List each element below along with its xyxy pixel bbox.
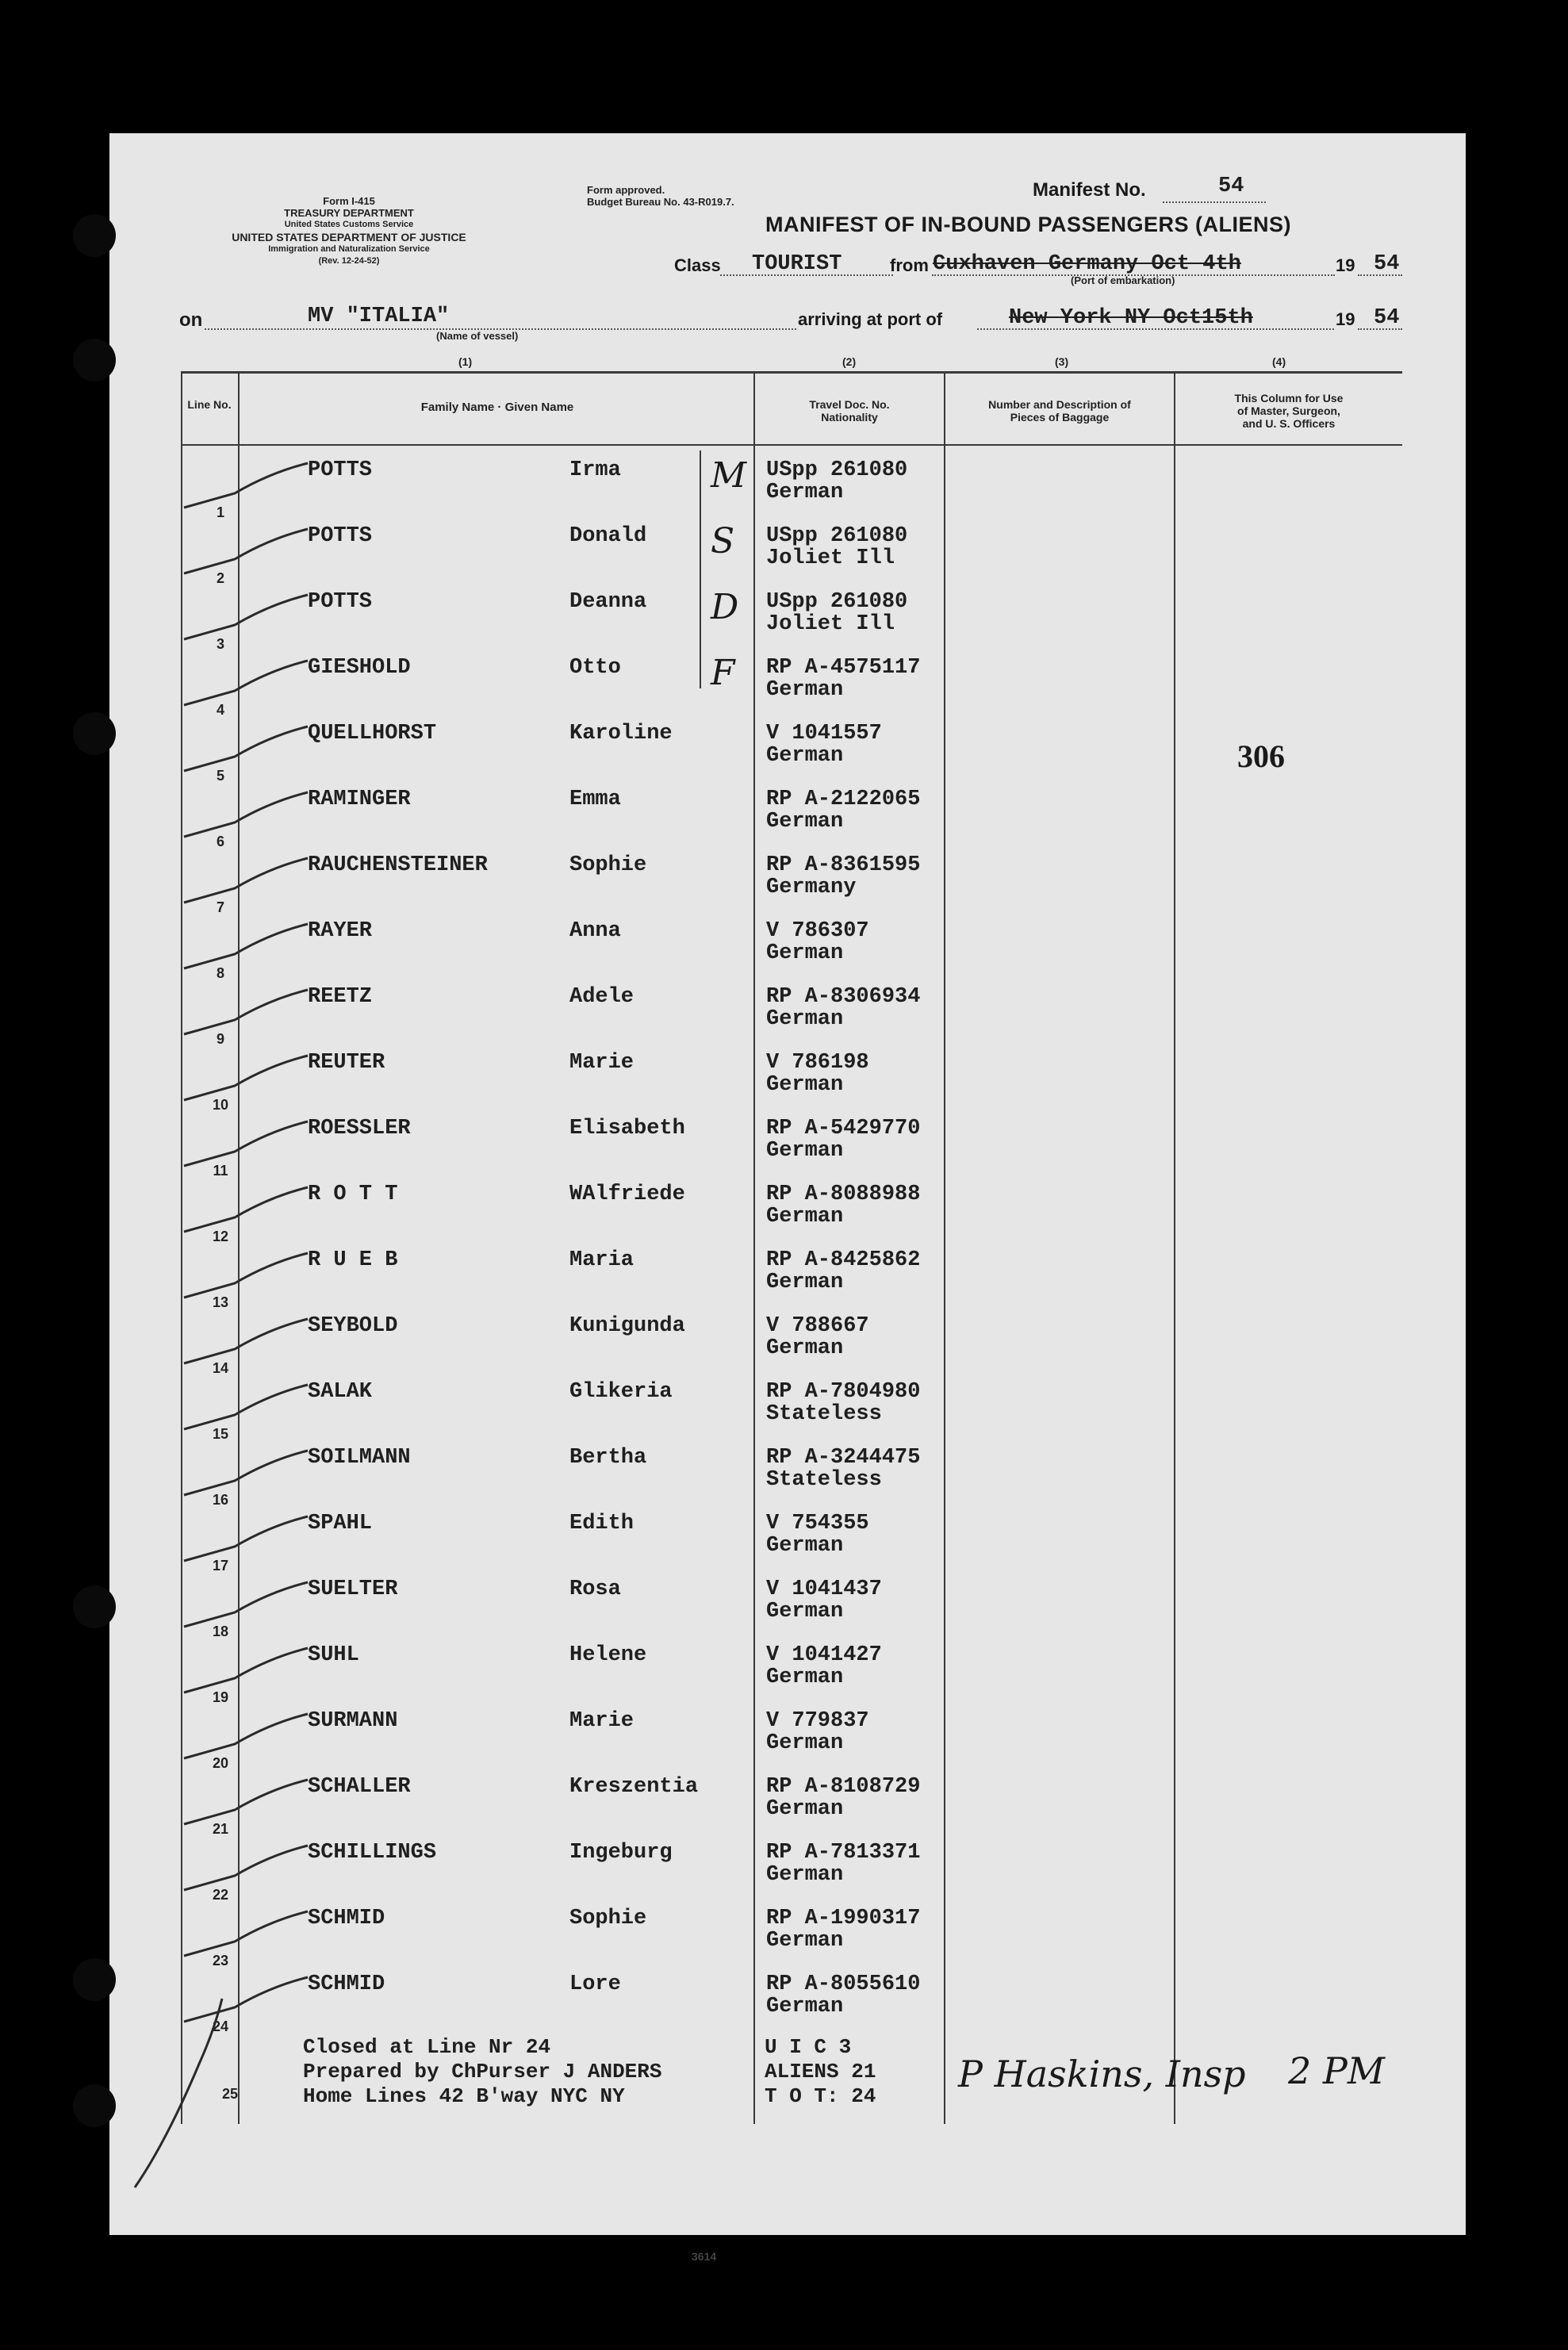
nationality: German: [766, 1666, 844, 1689]
nationality: German: [766, 1336, 844, 1360]
family-name: SUELTER: [308, 1578, 398, 1601]
binder-hole: [73, 339, 116, 381]
given-name: Rosa: [569, 1578, 621, 1601]
given-name: Karoline: [569, 722, 673, 746]
year-prefix-2: 19: [1336, 309, 1355, 329]
family-name: ROESSLER: [308, 1117, 411, 1140]
given-name: Kreszentia: [569, 1775, 699, 1799]
family-name: SCHMID: [308, 1972, 385, 1996]
travel-doc-number: RP A-3244475: [766, 1446, 921, 1470]
given-name: Bertha: [569, 1446, 647, 1470]
table-left-rule: [181, 371, 182, 2124]
col-header-officers: This Column for Use of Master, Surgeon, and U. S. Officers: [1234, 392, 1344, 430]
nationality: Stateless: [766, 1402, 882, 1426]
line-number: 13: [212, 1294, 229, 1310]
closing-totals: U I C 3 ALIENS 21 T O T: 24: [765, 2035, 876, 2108]
line-number: 10: [212, 1097, 229, 1113]
manifest-label: Manifest No.: [1033, 179, 1146, 201]
col-rule: [238, 371, 240, 2124]
family-relation-mark: M: [711, 455, 747, 496]
nationality: German: [766, 810, 844, 834]
travel-doc-number: RP A-5429770: [766, 1117, 921, 1140]
on-label: on: [179, 309, 203, 331]
year-2: 54: [1374, 306, 1400, 330]
header-bottom-rule: [181, 444, 1402, 446]
line-number: 24: [212, 2018, 229, 2034]
travel-doc-number: RP A-8088988: [766, 1183, 921, 1206]
line-number: 20: [212, 1755, 229, 1771]
col-number: (2): [842, 355, 857, 368]
family-name: POTTS: [308, 524, 373, 548]
nationality: German: [766, 941, 844, 965]
travel-doc-number: RP A-7804980: [766, 1380, 921, 1404]
travel-doc-number: RP A-8055610: [766, 1972, 921, 1996]
travel-doc-number: V 754355: [766, 1512, 869, 1535]
line-number: 22: [212, 1887, 229, 1903]
nationality: German: [766, 1731, 844, 1755]
doj-block: UNITED STATES DEPARTMENT OF JUSTICE Immigration and Naturalization Service (Rev. 12-24-52): [232, 231, 466, 266]
travel-doc-number: RP A-2122065: [766, 788, 921, 811]
line-number: 25: [221, 2086, 239, 2102]
line-number: 14: [212, 1360, 229, 1376]
line-number: 11: [213, 1163, 228, 1179]
nationality: Stateless: [766, 1468, 882, 1492]
stamp-number: 306: [1237, 738, 1285, 774]
given-name: Irma: [569, 458, 621, 482]
line-number: 12: [212, 1229, 229, 1244]
travel-doc-number: RP A-1990317: [766, 1907, 921, 1930]
signature-note: 2 PM: [1288, 2049, 1385, 2092]
family-relation-mark: D: [711, 587, 739, 627]
travel-doc-number: RP A-8425862: [766, 1248, 921, 1272]
nationality: German: [766, 1863, 844, 1887]
family-name: QUELLHORST: [308, 722, 437, 746]
line-number: 8: [216, 965, 224, 981]
given-name: Edith: [569, 1512, 634, 1535]
family-name: REUTER: [308, 1051, 385, 1075]
col-header-name: Family Name · Given Name: [420, 401, 574, 414]
nationality: German: [766, 481, 844, 504]
vessel-caption: (Name of vessel): [436, 330, 519, 342]
travel-doc-number: USpp 261080: [766, 590, 908, 614]
travel-doc-number: V 1041437: [766, 1578, 882, 1601]
travel-doc-number: RP A-8108729: [766, 1775, 921, 1799]
nationality: German: [766, 744, 844, 768]
arriving-label: arriving at port of: [798, 309, 943, 329]
line-number: 3: [216, 636, 224, 652]
family-name: SUHL: [308, 1643, 359, 1667]
travel-doc-number: V 788667: [766, 1314, 869, 1338]
family-name: SCHMID: [308, 1907, 385, 1930]
family-name: REETZ: [308, 985, 373, 1009]
manifest-no-line: [1163, 201, 1266, 203]
line-number: 23: [212, 1953, 229, 1969]
family-name: SURMANN: [308, 1709, 398, 1733]
given-name: Donald: [569, 524, 647, 548]
family-name: RAYER: [308, 919, 373, 943]
given-name: Lore: [569, 1972, 621, 1996]
family-name: R O T T: [308, 1183, 398, 1206]
binder-hole: [73, 1585, 116, 1628]
family-name: SCHALLER: [308, 1775, 411, 1799]
line-number: 1: [216, 504, 224, 520]
class-label: Class: [674, 255, 721, 275]
nationality: German: [766, 1205, 844, 1229]
footer-mark: 3614: [692, 2250, 717, 2263]
year-prefix-1: 19: [1336, 255, 1355, 275]
given-name: Marie: [569, 1051, 634, 1075]
line-number: 15: [212, 1426, 229, 1442]
given-name: Maria: [569, 1248, 634, 1272]
nationality: German: [766, 1797, 844, 1821]
travel-doc-number: RP A-8361595: [766, 853, 921, 877]
nationality: German: [766, 1007, 844, 1031]
vessel-name: MV "ITALIA": [308, 305, 450, 328]
line-number: 2: [216, 570, 224, 586]
line-number: 7: [216, 899, 224, 915]
travel-doc-number: V 1041557: [766, 722, 882, 746]
family-relation-mark: S: [711, 521, 735, 562]
nationality: German: [766, 1139, 844, 1163]
travel-doc-number: V 786198: [766, 1051, 869, 1075]
given-name: Sophie: [569, 1907, 647, 1930]
col-number: (1): [458, 355, 473, 368]
line-number: 16: [212, 1492, 229, 1508]
travel-doc-number: V 786307: [766, 919, 869, 943]
page-title: MANIFEST OF IN-BOUND PASSENGERS (ALIENS): [765, 213, 1292, 236]
col-rule: [753, 371, 755, 2124]
family-name: POTTS: [308, 458, 373, 482]
line-number: 4: [216, 702, 224, 718]
manifest-number: 54: [1218, 174, 1244, 198]
travel-doc-number: USpp 261080: [766, 458, 908, 482]
family-name: POTTS: [308, 590, 373, 614]
family-relation-mark: F: [711, 653, 735, 693]
family-name: RAMINGER: [308, 788, 411, 811]
nationality: Germany: [766, 876, 857, 899]
given-name: Adele: [569, 985, 634, 1009]
given-name: Sophie: [569, 853, 647, 877]
line-number: 6: [216, 834, 224, 849]
from-caption: (Port of embarkation): [1071, 274, 1175, 286]
col-rule: [1174, 371, 1175, 2124]
given-name: Helene: [569, 1643, 647, 1667]
family-name: GIESHOLD: [308, 656, 411, 680]
nationality: German: [766, 678, 844, 702]
col-rule: [944, 371, 945, 2124]
family-name: SPAHL: [308, 1512, 373, 1535]
nationality: German: [766, 1534, 844, 1558]
nationality: German: [766, 1995, 844, 2018]
class-value: TOURIST: [752, 252, 842, 276]
family-name: RAUCHENSTEINER: [308, 853, 488, 877]
travel-doc-number: V 1041427: [766, 1643, 882, 1667]
travel-doc-number: V 779837: [766, 1709, 869, 1733]
given-name: Otto: [569, 656, 621, 680]
arriving-value: New York NY Oct15th: [1009, 306, 1253, 330]
binder-hole: [73, 2084, 116, 2127]
given-name: Elisabeth: [569, 1117, 685, 1140]
given-name: Kunigunda: [569, 1314, 685, 1338]
given-name: Glikeria: [569, 1380, 673, 1404]
from-label: from: [890, 255, 929, 275]
approval-block: Form approved. Budget Bureau No. 43-R019.7.: [587, 184, 734, 208]
line-number: 9: [216, 1031, 224, 1047]
nationality: Joliet Ill: [766, 612, 895, 636]
year-1: 54: [1374, 252, 1400, 276]
nationality: German: [766, 1600, 844, 1624]
given-name: WAlfriede: [569, 1183, 685, 1206]
travel-doc-number: RP A-4575117: [766, 656, 921, 680]
given-name: Marie: [569, 1709, 634, 1733]
family-name: SALAK: [308, 1380, 373, 1404]
line-number: 5: [216, 768, 224, 784]
family-name: SEYBOLD: [308, 1314, 398, 1338]
travel-doc-number: RP A-7813371: [766, 1841, 921, 1865]
inspector-signature: P Haskins, Insp: [958, 2053, 1246, 2095]
col-number: (4): [1272, 355, 1286, 368]
travel-doc-number: RP A-8306934: [766, 985, 921, 1009]
family-name: R U E B: [308, 1248, 398, 1272]
nationality: Joliet Ill: [766, 546, 895, 570]
col-number: (3): [1055, 355, 1069, 368]
nationality: German: [766, 1271, 844, 1294]
travel-doc-number: USpp 261080: [766, 524, 908, 548]
given-name: Deanna: [569, 590, 647, 614]
family-name: SOILMANN: [308, 1446, 411, 1470]
closing-notes: Closed at Line Nr 24 Prepared by ChPurser J ANDERS Home Lines 42 B'way NYC NY: [303, 2035, 662, 2108]
binder-hole: [73, 1958, 116, 2001]
col-header-baggage: Number and Description of Pieces of Baggage: [988, 398, 1131, 424]
given-name: Emma: [569, 788, 621, 811]
given-name: Ingeburg: [569, 1841, 673, 1865]
line-number: 17: [212, 1558, 229, 1574]
family-name: SCHILLINGS: [308, 1841, 437, 1865]
table-top-rule: [181, 371, 1402, 374]
binder-hole: [73, 214, 116, 257]
form-block: Form I-415 TREASURY DEPARTMENT United States Customs Service: [284, 195, 414, 229]
nationality: German: [766, 1929, 844, 1953]
line-number: 18: [212, 1624, 229, 1639]
given-name: Anna: [569, 919, 621, 943]
binder-hole: [73, 712, 116, 755]
line-number: 19: [212, 1689, 229, 1705]
col-header-line-no: Line No.: [187, 398, 232, 411]
col-header-travel-doc: Travel Doc. No. Nationality: [809, 398, 890, 424]
line-number: 21: [212, 1821, 229, 1837]
from-value: Cuxhaven Germany Oct 4th: [933, 252, 1241, 276]
family-bracket: [700, 450, 701, 688]
nationality: German: [766, 1073, 844, 1097]
